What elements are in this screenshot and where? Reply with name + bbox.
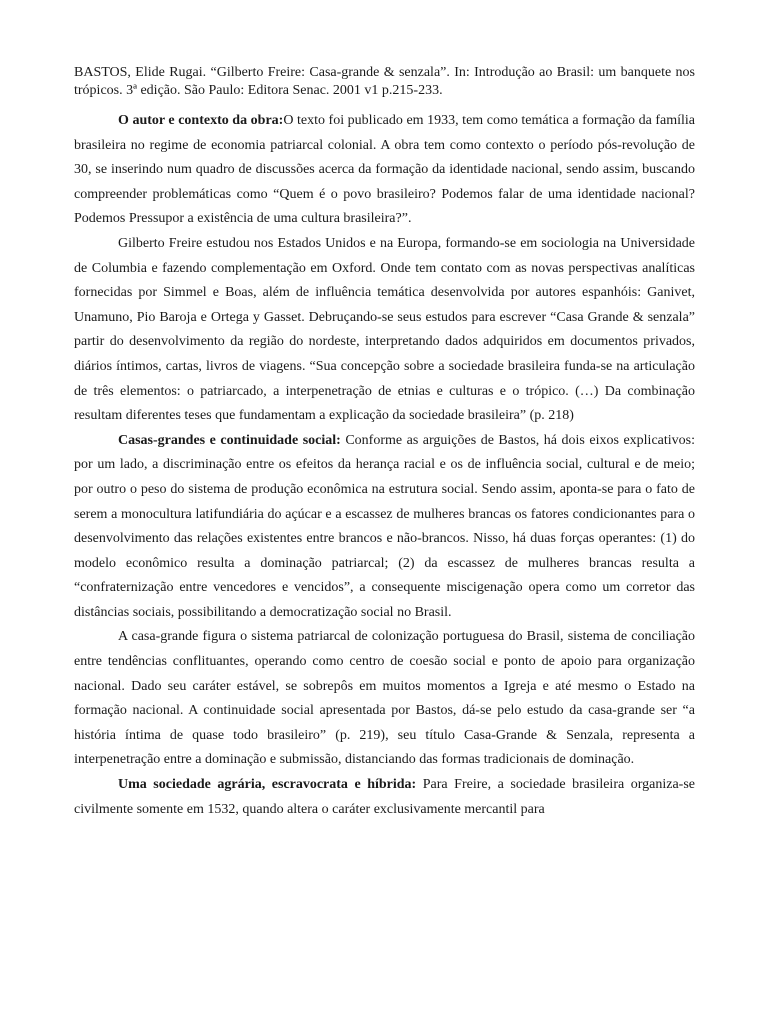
paragraph-agrarian-society (74, 773, 695, 822)
paragraph-text: Para Freire, a sociedade brasileira organiza-se civilmente somente em 1532, quando altera o caráter exclusivamente mercantil para (74, 777, 695, 817)
paragraph-casas-grandes (74, 429, 695, 626)
bibliographic-citation: BASTOS, Elide Rugai. “Gilberto Freire: Casa-grande & senzala”. In: Introdução ao Brasil: um banquete nos trópicos. 3ª edição. São Paulo: Editora Senac. 2001 v1 p.215-233. (74, 65, 695, 98)
paragraph-text: Conforme as arguições de Bastos, há dois eixos explicativos: por um lado, a discriminação entre os efeitos da herança racial e os de influência social, cultural e de meio; por outro o peso do sistema de produção econômica na estrutura social. Sendo assim, aponta-se para o fato de serem a monocultura latifundiária do açúcar e a escassez de mulheres brancas os fatores condicionantes para o desenvolvimento das relações existentes entre brancos e não-brancos. Nisso, há duas forças operantes: (1) do modelo econômico resulta a dominação patriarcal; (2) da escassez de mulheres brancas resulta a “confraternização entre vencedores e vencidos”, a consequente miscigenação opera como um corretor das distâncias sociais, possibilitando a democratização social no Brasil. (74, 432, 695, 620)
section-heading: Casas-grandes e continuidade social: (118, 432, 341, 448)
paragraph-text: Gilberto Freire estudou nos Estados Unidos e na Europa, formando-se em sociologia na Universidade de Columbia e fazendo complementação em Oxford. Onde tem contato com as novas perspectivas analíticas fornecidas por Simmel e Boas, além de influência temática desenvolvida por autores espanhóis: Ganivet, Unamuno, Pio Baroja e Ortega y Gasset. Debruçando-se seus estudos para escrever “Casa Grande & senzala” partir do desenvolvimento da região do nordeste, interpretando dados adquiridos em documentos privados, diários íntimos, cartas, livros de viagens. “Sua concepção sobre a sociedade brasileira funda-se na articulação de três elementos: o patriarcado, a interpenetração de etnias e culturas e o trópico. (…) Da combinação resultam diferentes teses que fundamentam a explicação da sociedade brasileira” (p. 218) (74, 235, 695, 424)
document-page (74, 64, 695, 822)
paragraph-casa-grande-system (74, 625, 695, 773)
section-heading: O autor e contexto da obra: (118, 113, 284, 128)
paragraph-freire-background (74, 232, 695, 429)
paragraph-author-context (74, 109, 695, 232)
section-heading: Uma sociedade agrária, escravocrata e híbrida: (118, 777, 417, 793)
paragraph-text: O texto foi publicado em 1933, tem como temática a formação da família brasileira no regime de economia patriarcal colonial. A obra tem como contexto o período pós-revolução de 30, se inserindo num quadro de discussões acerca da formação da identidade nacional, sendo assim, buscando compreender problemáticas como “Quem é o povo brasileiro? Podemos falar de uma identidade nacional? Podemos Pressupor a existência de uma cultura brasileira?”. (74, 113, 695, 227)
paragraph-text: A casa-grande figura o sistema patriarcal de colonização portuguesa do Brasil, sistema de conciliação entre tendências conflituantes, operando como centro de coesão social e ponto de apoio para organização nacional. Dado seu caráter estável, se sobrepôs em muitos momentos a Igreja e até mesmo o Estado na formação nacional. A continuidade social apresentada por Bastos, dá-se pelo estudo da casa-grande ser “a história íntima de quase todo brasileiro” (p. 219), seu título Casa-Grande & Senzala, representa a interpenetração entre a dominação e submissão, distanciando das formas tradicionais de dominação. (74, 629, 695, 768)
